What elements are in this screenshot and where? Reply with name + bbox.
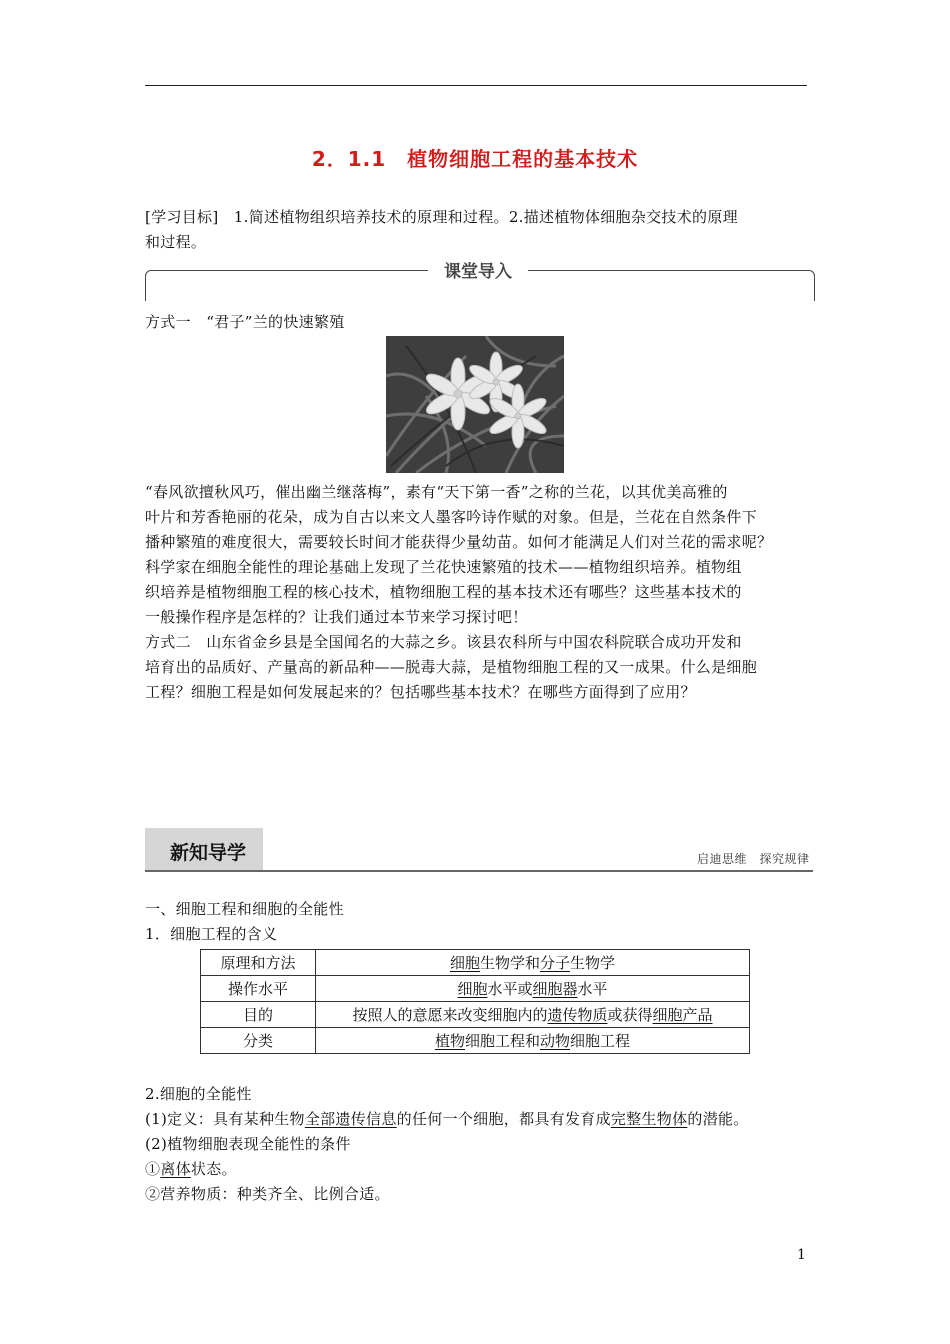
totipotency-heading: 2.细胞的全能性 xyxy=(145,1085,252,1103)
underlined-answer: 遗传物质 xyxy=(547,1006,608,1024)
new-knowledge-title: 新知导学 xyxy=(170,842,247,864)
paragraph-line: 织培养是植物细胞工程的核心技术，植物细胞工程的基本技术还有哪些？这些基本技术的 xyxy=(145,583,742,601)
intro-section-title: 课堂导入 xyxy=(428,257,528,282)
text-segment: 的任何一个细胞，都具有发育成 xyxy=(396,1110,611,1128)
paragraph-line: 工程？细胞工程是如何发展起来的？包括哪些基本技术？在哪些方面得到了应用？ xyxy=(145,683,696,701)
text-segment: ① xyxy=(145,1160,161,1178)
text-segment: (1)定义：具有某种生物 xyxy=(145,1110,305,1128)
paragraph-line: “春风欲擅秋风巧，催出幽兰继落梅”，素有“天下第一香”之称的兰花，以其优美高雅的 xyxy=(145,483,728,501)
table-key-cell: 分类 xyxy=(201,1028,316,1054)
underlined-answer: 细胞 xyxy=(449,954,480,972)
text-segment: 按照人的意愿来改变细胞内的 xyxy=(352,1006,548,1024)
table-key-cell: 操作水平 xyxy=(201,976,316,1002)
text-segment: 水平或 xyxy=(487,980,533,998)
table-key-cell: 目的 xyxy=(201,1002,316,1028)
condition-isolated xyxy=(145,1157,845,1182)
text-segment: 细胞工程和 xyxy=(464,1032,540,1050)
table-value-cell xyxy=(316,976,750,1002)
totipotency-definition xyxy=(145,1107,845,1132)
underlined-answer: 动物 xyxy=(540,1032,571,1050)
condition-nutrients: ②营养物质：种类齐全、比例合适。 xyxy=(145,1185,390,1203)
totipotency-section xyxy=(145,1082,845,1207)
underlined-answer: 细胞产品 xyxy=(652,1006,713,1024)
underlined-answer: 植物 xyxy=(434,1032,465,1050)
underlined-answer: 完整生物体 xyxy=(610,1110,688,1128)
method-one-heading: 方式一 “君子”兰的快速繁殖 xyxy=(145,313,345,331)
objectives-line-2: 和过程。 xyxy=(145,233,207,251)
text-segment: 或获得 xyxy=(607,1006,653,1024)
orchid-photo xyxy=(386,336,564,473)
text-segment: 生物学 xyxy=(570,954,616,972)
paragraph-line: 播种繁殖的难度很大，需要较长时间才能获得少量幼苗。如何才能满足人们对兰花的需求呢？ xyxy=(145,533,773,551)
intro-paragraph xyxy=(145,480,813,705)
underlined-answer: 全部遗传信息 xyxy=(304,1110,397,1128)
objectives-line-1: [学习目标] 1.简述植物组织培养技术的原理和过程。2.描述植物体细胞杂交技术的原理 xyxy=(145,208,738,226)
paragraph-line: 培育出的品质好、产量高的新品种——脱毒大蒜，是植物细胞工程的又一成果。什么是细胞 xyxy=(145,658,758,676)
table-row xyxy=(201,950,750,976)
underlined-answer: 分子 xyxy=(540,954,571,972)
text-segment: 水平 xyxy=(577,980,608,998)
text-segment: 的潜能。 xyxy=(687,1110,749,1128)
text-segment: 状态。 xyxy=(190,1160,237,1178)
orchid-photo-graphic xyxy=(386,336,564,473)
heading-cell-engineering: 一、细胞工程和细胞的全能性 xyxy=(145,900,344,918)
table-key-cell: 原理和方法 xyxy=(201,950,316,976)
conditions-heading: (2)植物细胞表现全能性的条件 xyxy=(145,1135,351,1153)
learning-objectives xyxy=(145,205,813,255)
underlined-answer: 细胞 xyxy=(457,980,488,998)
underlined-answer: 细胞器 xyxy=(532,980,578,998)
text-segment: 细胞工程 xyxy=(570,1032,631,1050)
paragraph-line: 方式二 山东省金乡县是全国闻名的大蒜之乡。该县农科所与中国农科院联合成功开发和 xyxy=(145,633,742,651)
table-row xyxy=(201,1028,750,1054)
underlined-answer: 离体 xyxy=(160,1160,191,1178)
paragraph-line: 一般操作程序是怎样的？让我们通过本节来学习探讨吧！ xyxy=(145,608,528,626)
new-knowledge-rule xyxy=(145,870,813,872)
paragraph-line: 科学家在细胞全能性的理论基础上发现了兰花快速繁殖的技术——植物组织培养。植物组 xyxy=(145,558,742,576)
table-value-cell xyxy=(316,1028,750,1054)
page-number: 1 xyxy=(797,1247,806,1263)
table-value-cell xyxy=(316,1002,750,1028)
new-knowledge-subtitle: 启迪思维 探究规律 xyxy=(697,852,810,866)
table-row xyxy=(201,976,750,1002)
text-segment: 生物学和 xyxy=(479,954,540,972)
table-row xyxy=(201,1002,750,1028)
page-title: 2．1.1 植物细胞工程的基本技术 xyxy=(311,147,639,171)
table-value-cell xyxy=(316,950,750,976)
heading-cell-engineering-meaning: 1．细胞工程的含义 xyxy=(145,925,278,943)
cell-engineering-table xyxy=(200,949,750,1054)
top-rule xyxy=(145,85,807,86)
paragraph-line: 叶片和芳香艳丽的花朵，成为自古以来文人墨客吟诗作赋的对象。但是，兰花在自然条件下 xyxy=(145,508,758,526)
